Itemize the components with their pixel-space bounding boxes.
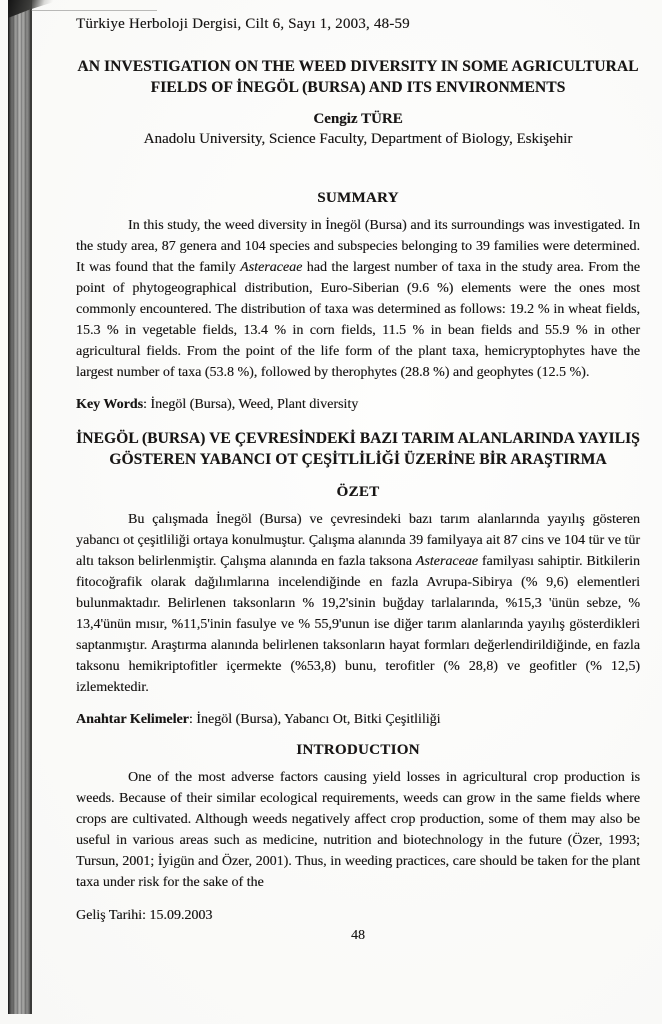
ozet-heading: ÖZET bbox=[336, 484, 380, 500]
ozet-italic-family-name: Asteraceae bbox=[415, 554, 478, 569]
keywords-turkish bbox=[76, 710, 640, 730]
author-affiliation: Anadolu University, Science Faculty, Department of Biology, Eskişehir bbox=[143, 131, 573, 147]
keywords-english bbox=[76, 395, 640, 415]
summary-text-part2: had the largest number of taxa in the study area. From the point of phytogeographical distribution, Euro-Siberian (9.6 %) elements were the ones most commonly encountered. The distribution of taxa was determined as follows: 19.2 % in wheat fields, 15.3 % in vegetable fields, 13.4 % in corn fields, 11.5 % in bean fields and 55.9 % in other agricultural fields. From the point of the life form of the plant taxa, hemicryptophytes have the largest number of taxa (53.8 %), followed by therophytes (28.8 %) and geophytes (12.5 %). bbox=[76, 260, 640, 380]
keywords-turkish-values: : İnegöl (Bursa), Yabancı Ot, Bitki Çeşitliliği bbox=[188, 712, 441, 727]
page-number: 48 bbox=[351, 928, 365, 943]
ozet-text-part2: familyası sahiptir. Bitkilerin fitocoğrafik olarak dağılımlarına incelendiğinde en fazla Avrupa-Sibirya (% 9,6) elementleri bulunmaktadır. Belirlenen taksonların % 19,2'sinin buğday tarlalarında, %15,3 'ünün sebze, % 13,4'ünün mısır, %11,5'inin fasulye ve % 55,9'unun ise diğer tarım alanlarında yayılış gösterdikleri saptanmıştır. Araştırma alanında belirlenen taksonların hayat formları değerlendirildiğinde, en fazla taksonu hemikriptofitler içermekte (%53,8) bunu, terofitler (% 28,8) ve geofitler (% 12,5) izlemektedir. bbox=[76, 554, 640, 695]
summary-text-part1: In this study, the weed diversity in İnegöl (Bursa) and its surroundings was investigated. In the study area, 87 genera and 104 species and subspecies belonging to 39 families were determined. It was found that the family bbox=[76, 218, 640, 275]
received-date: Geliş Tarihi: 15.09.2003 bbox=[76, 908, 213, 923]
keywords-english-label: Key Words bbox=[76, 397, 144, 412]
summary-paragraph bbox=[76, 215, 640, 383]
summary-italic-family-name: Asteraceae bbox=[240, 260, 303, 275]
introduction-paragraph: One of the most adverse factors causing yield losses in agricultural crop production is weeds. Because of their similar ecological requirements, weeds can grow in the same fields where crops are cultivated. Although weeds negatively affect crop production, some of them may also be useful in various areas such as medicine, nutrition and biotechnology in the future (Özer, 1993; Tursun, 2001; İyigün and Özer, 2001). Thus, in weeding practices, care should be taken for the plant taxa under risk for the sake of the bbox=[76, 770, 640, 890]
introduction-heading: INTRODUCTION bbox=[296, 742, 420, 758]
keywords-english-values: : İnegöl (Bursa), Weed, Plant diversity bbox=[143, 397, 359, 412]
paper-title-turkish: İNEGÖL (BURSA) VE ÇEVRESİNDEKİ BAZI TARIM ALANLARINDA YAYILIŞ GÖSTEREN YABANCI OT ÇEŞİTLİLİĞİ ÜZERİNE BİR ARAŞTIRMA bbox=[76, 430, 640, 468]
summary-heading: SUMMARY bbox=[317, 190, 399, 206]
author-name: Cengiz TÜRE bbox=[313, 111, 403, 127]
journal-header: Türkiye Herboloji Dergisi, Cilt 6, Sayı 1, 2003, 48-59 bbox=[76, 16, 410, 32]
paper-title-english: AN INVESTIGATION ON THE WEED DIVERSITY IN SOME AGRICULTURAL FIELDS OF İNEGÖL (BURSA) AND ITS ENVIRONMENTS bbox=[77, 58, 639, 96]
ozet-text-part1: Bu çalışmada İnegöl (Bursa) ve çevresindeki bazı tarım alanlarında yayılış gösteren yabancı ot çeşitliliği ortaya konulmuştur. Çalışma alanında 39 familyaya ait 87 cins ve 104 tür ve tür altı takson belirlenmiştir. Çalışma alanında en fazla taksona bbox=[76, 512, 640, 569]
keywords-turkish-label: Anahtar Kelimeler bbox=[76, 712, 189, 727]
ozet-paragraph bbox=[76, 509, 640, 698]
